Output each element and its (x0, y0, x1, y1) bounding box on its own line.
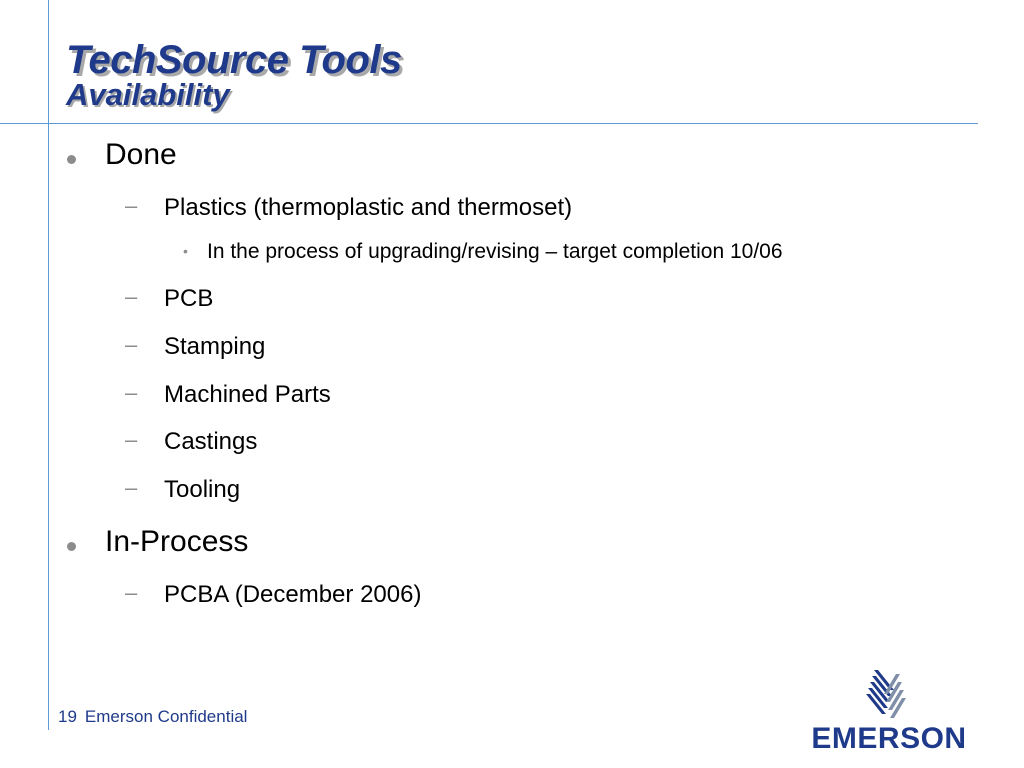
subbullet-pcba: PCBA (December 2006) (164, 581, 422, 608)
dash-icon: – (125, 380, 138, 405)
page-number: 19 (58, 707, 77, 726)
emerson-logo-mark-icon (796, 670, 982, 726)
subbullet-stamping: Stamping (164, 333, 266, 360)
vertical-rule (48, 0, 49, 730)
small-bullet-icon: • (183, 243, 188, 259)
emerson-logo-text: EMERSON (811, 722, 967, 755)
confidential-label: Emerson Confidential (84, 707, 248, 726)
subbullet-machined-parts: Machined Parts (164, 381, 331, 408)
slide-title: TechSource Tools (66, 38, 402, 82)
subbullet-plastics: Plastics (thermoplastic and thermoset) (164, 194, 573, 221)
title-rule (0, 123, 978, 124)
subbullet-pcb: PCB (164, 285, 214, 312)
bullet-in-process: In-Process (105, 525, 249, 558)
dash-icon: – (125, 332, 138, 357)
slide-title-block (66, 38, 402, 111)
dash-icon: – (125, 193, 138, 218)
bullet-dot-icon (67, 155, 76, 164)
bullet-done: Done (105, 138, 177, 171)
dash-icon: – (125, 475, 138, 500)
dash-icon: – (125, 284, 138, 309)
slide-footer (58, 707, 247, 727)
subsubbullet-plastics-note: In the process of upgrading/revising – target completion 10/06 (207, 240, 783, 263)
emerson-logo (796, 670, 982, 754)
subbullet-tooling: Tooling (164, 476, 241, 503)
dash-icon: – (125, 580, 138, 605)
bullet-dot-icon (67, 542, 76, 551)
slide-subtitle: Availability (66, 77, 230, 112)
dash-icon: – (125, 427, 138, 452)
subbullet-castings: Castings (164, 428, 258, 455)
